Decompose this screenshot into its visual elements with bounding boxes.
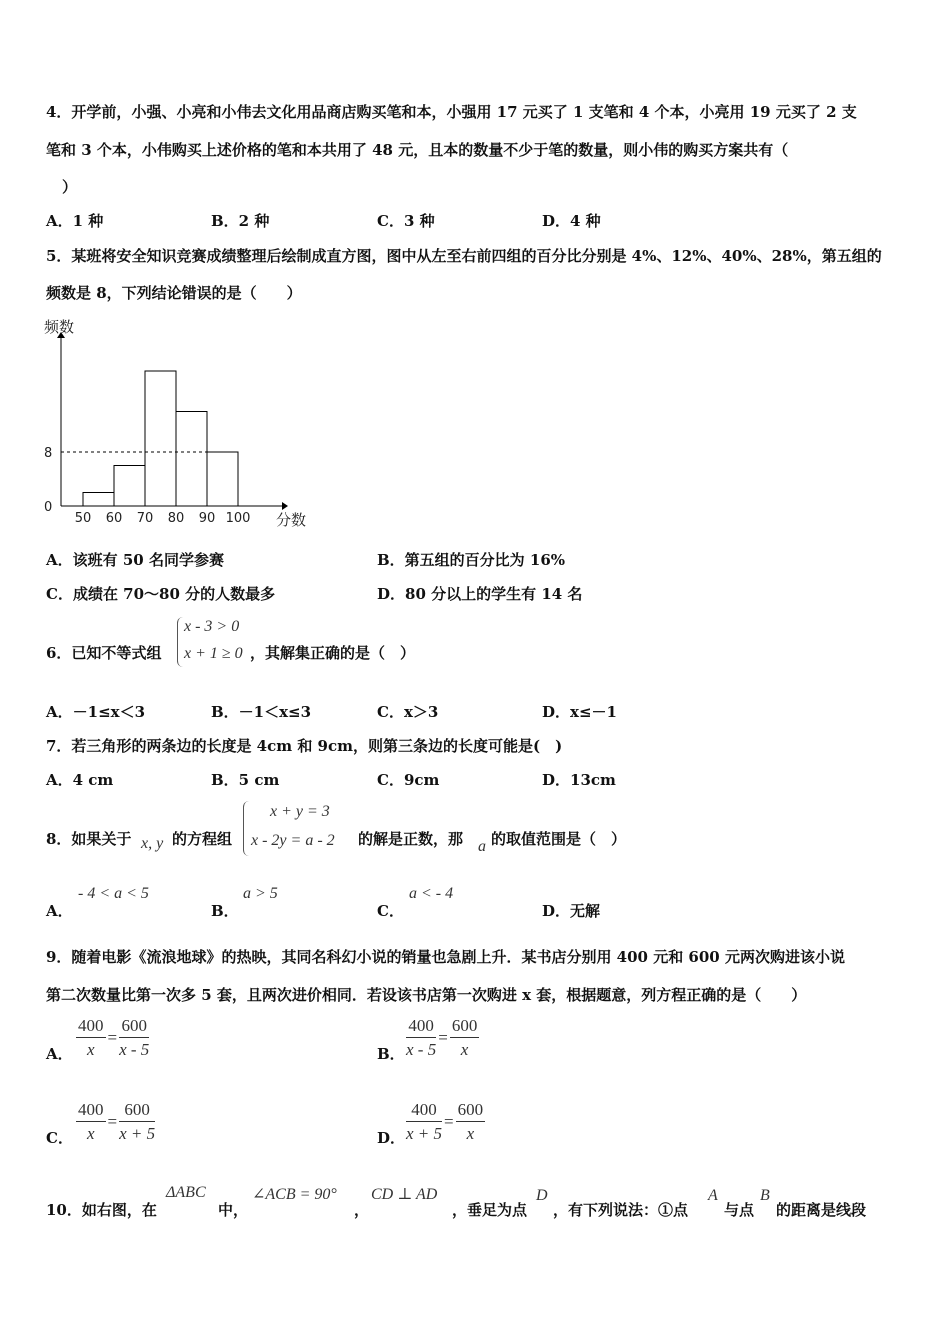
q4-option-c: C．3 种 xyxy=(377,212,435,230)
q10-point-b: B xyxy=(760,1187,770,1204)
q10-t6: 的距离是线段 xyxy=(776,1201,867,1219)
q7-option-a: A．4 cm xyxy=(46,771,114,789)
x-tick-label: 90 xyxy=(198,511,216,526)
q10-angle: ∠ACB = 90° xyxy=(252,1186,337,1203)
q6-eq2: x + 1 ≥ 0 xyxy=(184,645,243,662)
x-axis-arrow xyxy=(282,502,288,510)
q9-option-d-label: D． xyxy=(377,1129,406,1147)
q7-text: 7．若三角形的两条边的长度是 4cm 和 9cm，则第三条边的长度可能是( ) xyxy=(46,737,563,755)
histogram-bar xyxy=(145,371,176,506)
q10-t3: ，垂足为点 xyxy=(452,1201,528,1219)
q6-option-d: D．x≤－1 xyxy=(542,703,617,721)
q9-c-den1: x xyxy=(86,1124,95,1143)
q8-suffix2: 的取值范围是（ ） xyxy=(491,830,627,848)
q9-a-num1: 400 xyxy=(76,1016,106,1038)
q10-t4: ，有下列说法：①点 xyxy=(553,1201,689,1219)
x-axis-label: 分数 xyxy=(276,511,307,529)
q9-c-den2: x + 5 xyxy=(119,1124,156,1143)
q8-option-a-label: A． xyxy=(46,902,73,920)
q10-t5: 与点 xyxy=(724,1201,755,1219)
q6-prefix: 6．已知不等式组 xyxy=(46,644,162,662)
q9-b-num2: 600 xyxy=(450,1016,480,1038)
q9-d-den1: x + 5 xyxy=(406,1124,443,1143)
q9-option-c-label: C． xyxy=(46,1129,73,1147)
q9-option-a-equation xyxy=(76,1016,149,1060)
q9-option-c-equation xyxy=(76,1100,155,1144)
q8-mid: 的方程组 xyxy=(172,830,233,848)
frequency-histogram xyxy=(30,312,330,537)
x-tick-label: 70 xyxy=(136,511,154,526)
y-tick-label: 0 xyxy=(44,500,53,515)
q10-triangle: ΔABC xyxy=(166,1184,206,1201)
q9-option-b-label: B． xyxy=(377,1045,405,1063)
q9-a-eq: = xyxy=(107,1028,118,1047)
q5-option-b: B．第五组的百分比为 16% xyxy=(377,551,566,569)
q9-c-num1: 400 xyxy=(76,1100,106,1122)
q4-line3: ） xyxy=(62,178,78,196)
q9-a-den2: x - 5 xyxy=(119,1040,150,1059)
q8-eq1: x + y = 3 xyxy=(270,803,330,820)
q5-option-c: C．成绩在 70～80 分的人数最多 xyxy=(46,585,276,603)
q8-option-d: D．无解 xyxy=(542,902,601,920)
q9-d-num1: 400 xyxy=(406,1100,442,1122)
q10-t1: 中， xyxy=(218,1201,249,1219)
q9-b-eq: = xyxy=(438,1028,448,1047)
q9-a-den1: x xyxy=(86,1040,95,1059)
x-tick-label: 80 xyxy=(167,511,185,526)
q9-option-d-equation xyxy=(406,1100,485,1144)
q9-line1: 9．随着电影《流浪地球》的热映，其同名科幻小说的销量也急剧上升．某书店分别用 400 元和 600 元两次购进该小说 xyxy=(46,948,845,966)
q5-line2: 频数是 8，下列结论错误的是（ ） xyxy=(46,284,302,302)
q9-a-num2: 600 xyxy=(119,1016,149,1038)
q4-line1: 4．开学前，小强、小亮和小伟去文化用品商店购买笔和本，小强用 17 元买了 1 支笔和 4 个本，小亮用 19 元买了 2 支 xyxy=(46,103,857,121)
q4-option-d: D．4 种 xyxy=(542,212,601,230)
q7-option-b: B．5 cm xyxy=(211,771,280,789)
q8-brace xyxy=(243,801,250,856)
q8-vars: x, y xyxy=(141,835,164,852)
q10-t2: ， xyxy=(354,1201,370,1219)
x-tick-label: 60 xyxy=(105,511,123,526)
q9-b-num1: 400 xyxy=(406,1016,436,1038)
q9-line2: 第二次数量比第一次多 5 套，且两次进价相同．若设该书店第一次购进 x 套，根据题意，列方程正确的是（ ） xyxy=(46,986,807,1004)
q9-option-b-equation xyxy=(406,1016,479,1060)
q9-b-den1: x - 5 xyxy=(406,1040,437,1059)
x-tick-label: 100 xyxy=(225,511,251,526)
q4-option-a: A．1 种 xyxy=(46,212,104,230)
q5-option-d: D．80 分以上的学生有 14 名 xyxy=(377,585,583,603)
histogram-bar xyxy=(114,466,145,507)
q8-a: a xyxy=(478,838,486,855)
q6-option-c: C．x＞3 xyxy=(377,703,439,721)
q9-d-num2: 600 xyxy=(456,1100,486,1122)
q8-eq2: x - 2y = a - 2 xyxy=(251,832,335,849)
q9-d-den2: x xyxy=(466,1124,475,1143)
q10-point-a: A xyxy=(708,1187,718,1204)
q8-option-b-label: B． xyxy=(211,902,239,920)
q6-brace xyxy=(177,617,184,667)
q10-prefix: 10．如右图，在 xyxy=(46,1201,157,1219)
q9-c-eq: = xyxy=(107,1112,118,1131)
histogram-bar xyxy=(207,452,238,506)
q5-option-a: A．该班有 50 名同学参赛 xyxy=(46,551,224,569)
q4-line2: 笔和 3 个本，小伟购买上述价格的笔和本共用了 48 元，且本的数量不少于笔的数量，则小伟的购买方案共有（ xyxy=(46,141,789,159)
q8-option-c-math: a < - 4 xyxy=(409,885,454,902)
y-tick-label: 8 xyxy=(44,446,53,461)
histogram-bar xyxy=(83,493,114,507)
q10-perp: CD ⊥ AD xyxy=(371,1186,438,1203)
q6-eq1: x - 3 > 0 xyxy=(184,618,240,635)
q8-prefix: 8．如果关于 xyxy=(46,830,132,848)
q9-b-den2: x xyxy=(460,1040,469,1059)
histogram-bar xyxy=(176,412,207,507)
q8-option-a-math: - 4 < a < 5 xyxy=(78,885,149,902)
q9-c-num2: 600 xyxy=(119,1100,155,1122)
q9-d-eq: = xyxy=(444,1112,454,1131)
x-tick-label: 50 xyxy=(74,511,92,526)
q8-option-c-label: C． xyxy=(377,902,404,920)
q7-option-d: D．13cm xyxy=(542,771,616,789)
q6-suffix: ，其解集正确的是（ ） xyxy=(250,644,416,662)
q5-line1: 5．某班将安全知识竞赛成绩整理后绘制成直方图，图中从左至右前四组的百分比分别是 4%、12%、40%、28%，第五组的 xyxy=(46,247,882,265)
q6-option-a: A．－1≤x＜3 xyxy=(46,703,146,721)
y-axis-label: 频数 xyxy=(44,318,75,336)
q8-suffix1: 的解是正数，那 xyxy=(358,830,464,848)
q6-option-b: B．－1＜x≤3 xyxy=(211,703,312,721)
q10-point-d: D xyxy=(536,1187,548,1204)
q9-option-a-label: A． xyxy=(46,1045,73,1063)
q8-option-b-math: a > 5 xyxy=(243,885,278,902)
q4-option-b: B．2 种 xyxy=(211,212,270,230)
q7-option-c: C．9cm xyxy=(377,771,440,789)
